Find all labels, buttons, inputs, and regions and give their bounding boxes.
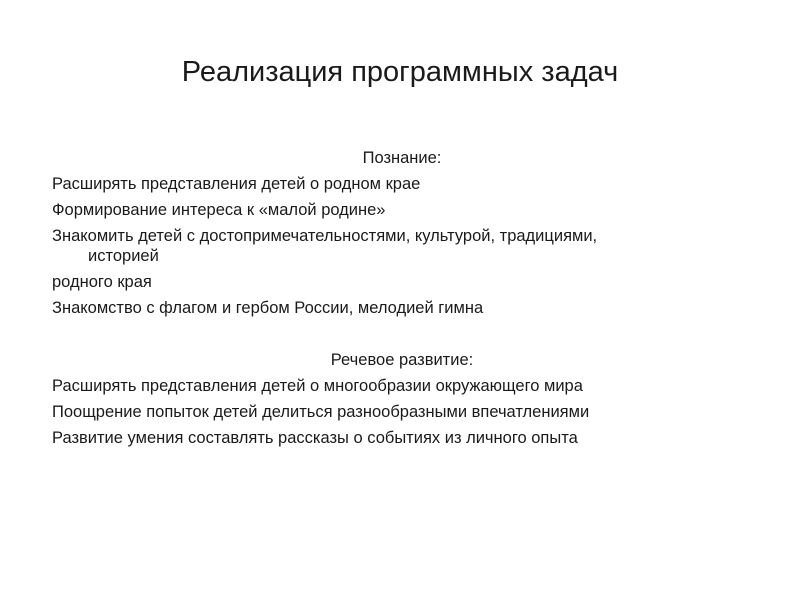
section-spacer	[52, 321, 752, 347]
list-item: родного края	[52, 273, 152, 291]
slide-title: Реализация программных задач	[181, 56, 619, 88]
list-item: Знакомство с флагом и гербом России, мелодией гимна	[52, 299, 484, 317]
section-heading-cognition: Познание:	[362, 149, 442, 167]
list-item: Формирование интереса к «малой родине»	[52, 201, 386, 219]
list-item: Развитие умения составлять рассказы о событиях из личного опыта	[52, 429, 578, 447]
list-item: Расширять представления детей о многообразии окружающего мира	[52, 377, 583, 395]
list-item: Расширять представления детей о родном крае	[52, 175, 421, 193]
list-item: Поощрение попыток детей делиться разнообразными впечатлениями	[52, 403, 590, 421]
section-heading-speech: Речевое развитие:	[330, 351, 474, 369]
list-item-continuation: историей	[88, 247, 159, 265]
slide-body	[52, 145, 752, 451]
list-item: Знакомить детей с достопримечательностями, культурой, традициями,	[52, 227, 598, 245]
